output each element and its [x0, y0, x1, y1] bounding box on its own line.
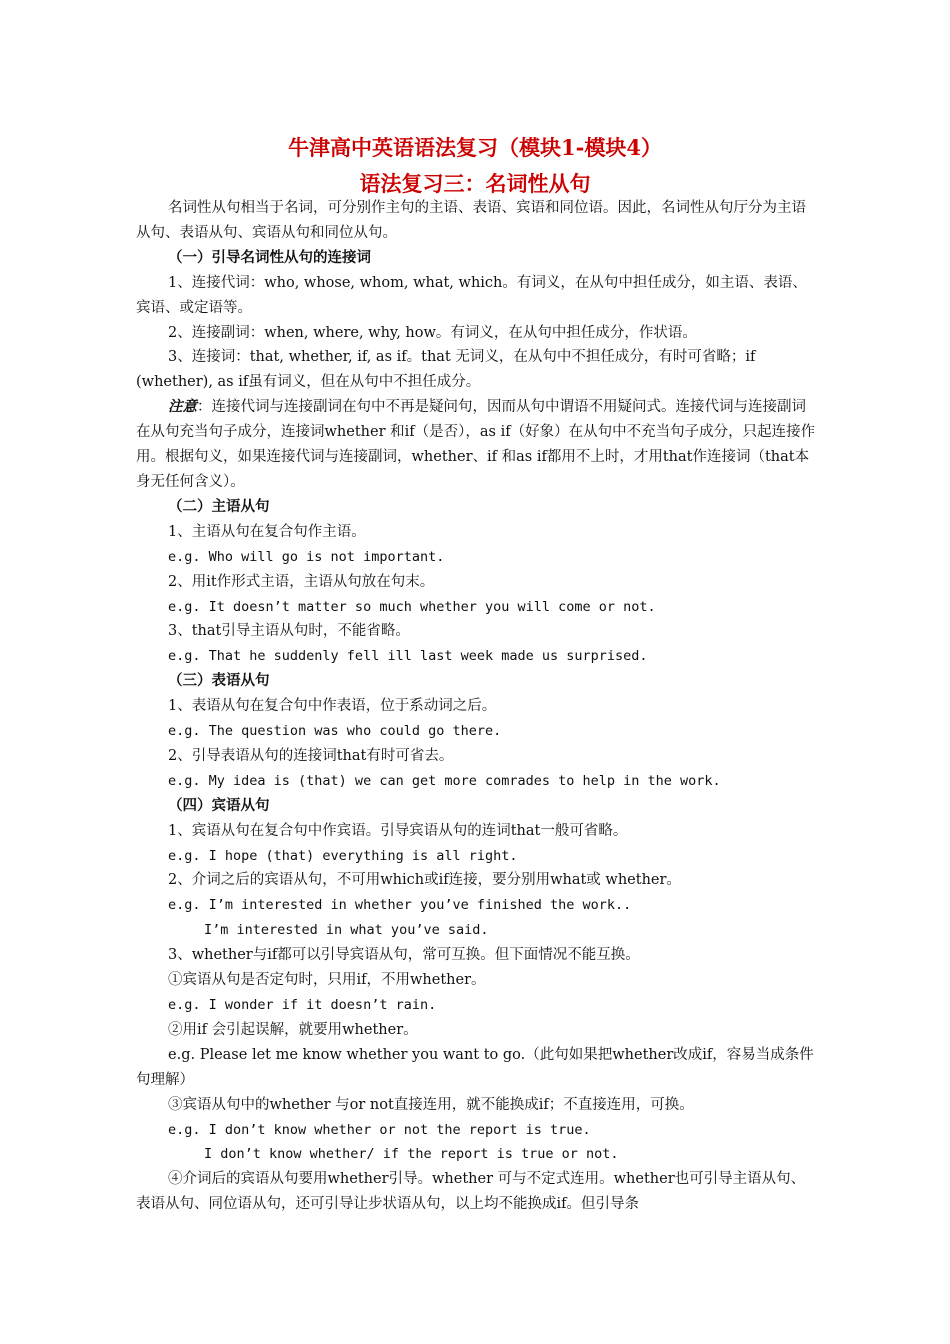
rule-text: 1、主语从句在复合句作主语。 [168, 523, 366, 540]
rule-text: 1、表语从句在复合句中作表语，位于系动词之后。 [168, 698, 497, 715]
example-sentence: e.g. That he suddenly fell ill last week made us surprised. [168, 648, 648, 665]
document-body [136, 196, 818, 1217]
intro-paragraph: 名词性从句相当于名词，可分别作主句的主语、表语、宾语和同位语。因此，名词性从句厅分为主语从句、表语从句、宾语从句和同位从句。 [136, 200, 806, 241]
paragraph: 1、连接代词：who, whose, whom, what, which。有词义，在从句中担任成分，如主语、表语、宾语、或定语等。 [136, 274, 807, 316]
rule-text: 3、whether与if都可以引导宾语从句，常可互换。但下面情况不能互换。 [168, 947, 640, 964]
example-sentence: e.g. I don’t know whether or not the report is true. [168, 1121, 591, 1138]
example-sentence: e.g. I hope (that) everything is all right. [168, 847, 518, 864]
example-sentence: e.g. My idea is (that) we can get more comrades to help in the work. [168, 772, 721, 789]
condition-text: ④介词后的宾语从句要用whether引导。whether 可与不定式连用。whether也可引导主语从句、表语从句、同位语从句，还可引导让步状语从句，以上均不能换成if。但引导条 [136, 1171, 806, 1213]
rule-text: 2、引导表语从句的连接词that有时可省去。 [168, 747, 454, 764]
paragraph: 3、连接词：that, whether, if, as if。that 无词义，在从句中不担任成分，有时可省略；if (whether), as if虽有词义，但在从句中不担任成分。 [136, 349, 760, 391]
page-title: 牛津高中英语语法复习（模块1-模块4） [288, 135, 662, 160]
example-sentence: e.g. Please let me know whether you want to go.（此句如果把whether改成if，容易当成条件句理解） [136, 1046, 814, 1088]
note-paragraph [136, 395, 818, 495]
condition-text: ①宾语从句是否定句时，只用if，不用whether。 [168, 972, 486, 989]
note-text: ：连接代词与连接副词在句中不再是疑问句，因而从句中谓语不用疑问式。连接代词与连接副词在从句充当句子成分，连接词whether 和if（是否），as if（好象）在从句中不充当句子成分，只起连接作用。根据句义，如果连接代词与连接副词，whether、if 和as if都用不上时，才用that作连接词（that本身无任何含义）。 [136, 399, 816, 490]
page-subtitle: 语法复习三：名词性从句 [359, 171, 591, 196]
section-heading-1: （一）引导名词性从句的连接词 [168, 248, 371, 266]
example-sentence: e.g. I wonder if it doesn’t rain. [168, 997, 437, 1013]
example-sentence: I’m interested in what you’ve said. [204, 922, 489, 939]
paragraph: 2、连接副词：when, where, why, how。有词义，在从句中担任成分，作状语。 [168, 324, 697, 341]
example-sentence: e.g. It doesn’t matter so much whether you will come or not. [168, 598, 656, 615]
section-heading-2: （二）主语从句 [168, 497, 270, 515]
rule-text: 3、that引导主语从句时，不能省略。 [168, 623, 410, 640]
note-label: 注意 [168, 398, 197, 416]
example-sentence: e.g. Who will go is not important. [168, 548, 445, 565]
example-sentence: e.g. I’m interested in whether you’ve finished the work.. [168, 897, 632, 914]
section-heading-4: （四）宾语从句 [168, 796, 270, 814]
condition-text: ③宾语从句中的whether 与or not直接连用，就不能换成if；不直接连用，可换。 [168, 1096, 694, 1113]
rule-text: 1、宾语从句在复合句中作宾语。引导宾语从句的连词that一般可省略。 [168, 822, 628, 839]
section-heading-3: （三）表语从句 [168, 672, 270, 690]
example-sentence: e.g. The question was who could go there. [168, 723, 502, 740]
condition-text: ②用if 会引起误解，就要用whether。 [168, 1021, 418, 1038]
example-sentence: I don’t know whether/ if the report is true or not. [204, 1146, 619, 1163]
rule-text: 2、用it作形式主语，主语从句放在句末。 [168, 573, 435, 590]
rule-text: 2、介词之后的宾语从句，不可用which或if连接，要分别用what或 whether。 [168, 872, 681, 889]
